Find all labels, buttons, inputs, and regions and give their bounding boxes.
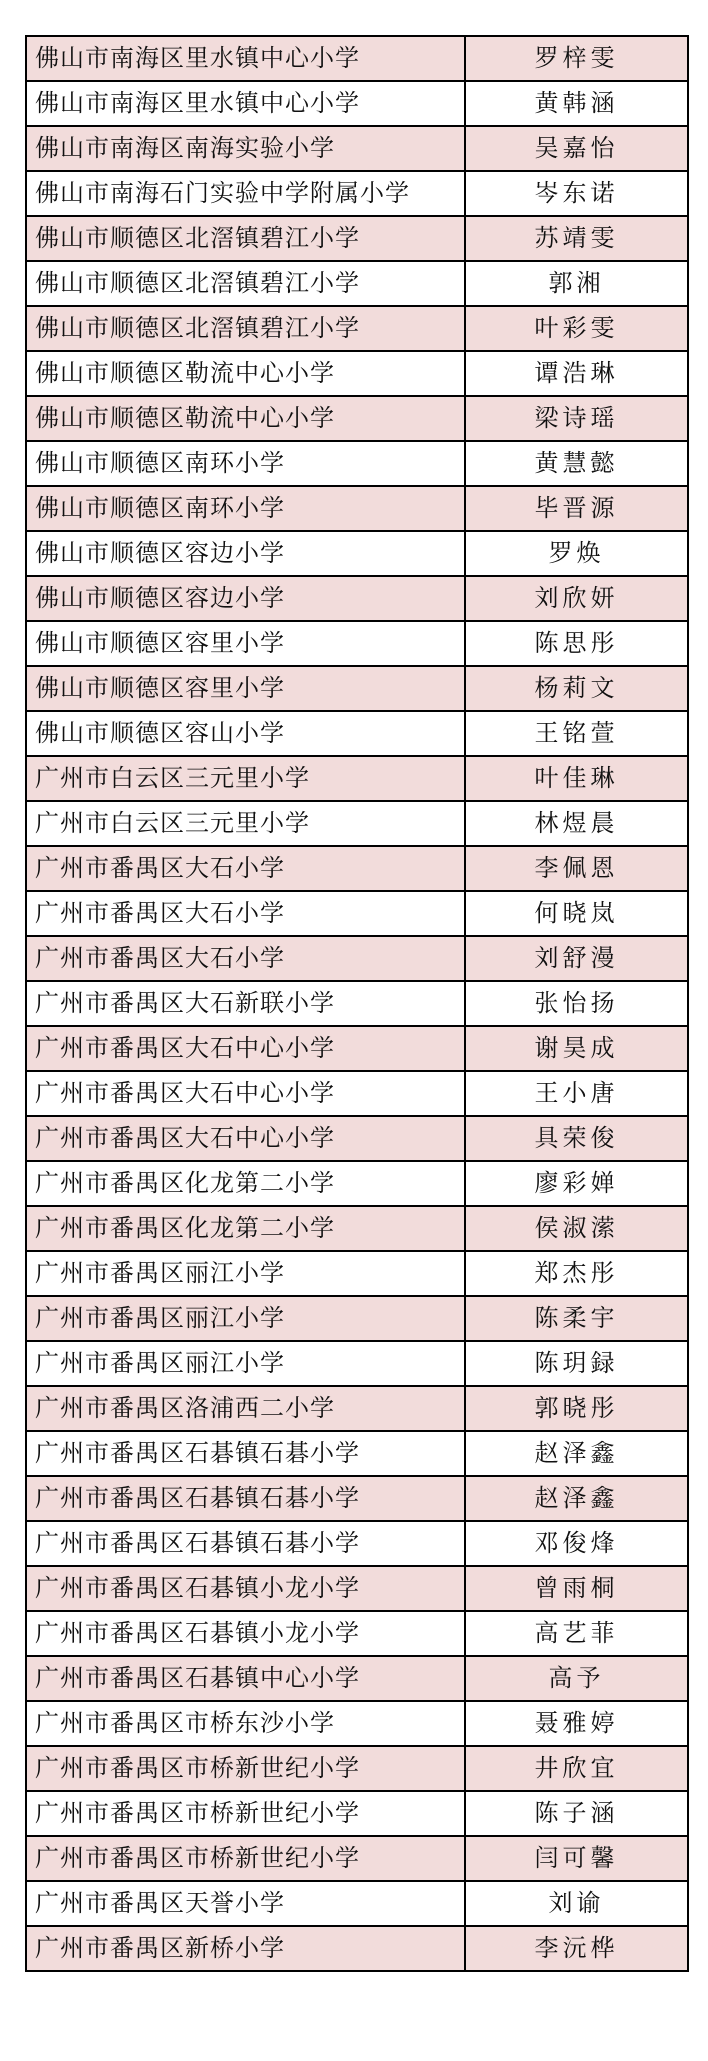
student-name-cell: 刘谕 <box>465 1881 688 1926</box>
table-row <box>26 1431 688 1476</box>
school-cell: 广州市番禺区丽江小学 <box>26 1251 465 1296</box>
table-row <box>26 621 688 666</box>
school-cell: 佛山市顺德区容里小学 <box>26 621 465 666</box>
school-cell: 广州市番禺区丽江小学 <box>26 1296 465 1341</box>
school-cell: 佛山市顺德区南环小学 <box>26 486 465 531</box>
table-row <box>26 1341 688 1386</box>
school-cell: 广州市番禺区化龙第二小学 <box>26 1161 465 1206</box>
school-cell: 广州市番禺区大石小学 <box>26 846 465 891</box>
table-row <box>26 666 688 711</box>
student-name-cell: 岑东诺 <box>465 171 688 216</box>
student-name-cell: 毕晋源 <box>465 486 688 531</box>
table-row <box>26 891 688 936</box>
school-cell: 广州市番禺区市桥东沙小学 <box>26 1701 465 1746</box>
student-name-cell: 赵泽鑫 <box>465 1476 688 1521</box>
table-row <box>26 306 688 351</box>
student-name-cell: 高艺菲 <box>465 1611 688 1656</box>
school-cell: 佛山市顺德区北滘镇碧江小学 <box>26 261 465 306</box>
student-name-cell: 郑杰彤 <box>465 1251 688 1296</box>
table-row <box>26 1251 688 1296</box>
table-row <box>26 486 688 531</box>
table-row <box>26 801 688 846</box>
student-name-cell: 苏靖雯 <box>465 216 688 261</box>
school-cell: 广州市白云区三元里小学 <box>26 801 465 846</box>
student-name-cell: 何晓岚 <box>465 891 688 936</box>
student-name-cell: 陈柔宇 <box>465 1296 688 1341</box>
table-row <box>26 1206 688 1251</box>
school-cell: 广州市番禺区市桥新世纪小学 <box>26 1836 465 1881</box>
table-row <box>26 936 688 981</box>
student-name-cell: 王铭萱 <box>465 711 688 756</box>
table-row <box>26 1071 688 1116</box>
school-cell: 佛山市顺德区勒流中心小学 <box>26 351 465 396</box>
school-cell: 广州市番禺区石碁镇小龙小学 <box>26 1611 465 1656</box>
school-cell: 佛山市南海区南海实验小学 <box>26 126 465 171</box>
student-name-cell: 罗梓雯 <box>465 36 688 81</box>
table-row <box>26 441 688 486</box>
student-name-cell: 叶佳琳 <box>465 756 688 801</box>
table-row <box>26 36 688 81</box>
student-name-cell: 叶彩雯 <box>465 306 688 351</box>
name-list-table <box>25 35 689 1972</box>
student-name-cell: 闫可馨 <box>465 1836 688 1881</box>
table-row <box>26 396 688 441</box>
student-name-cell: 邓俊烽 <box>465 1521 688 1566</box>
school-cell: 广州市番禺区石碁镇小龙小学 <box>26 1566 465 1611</box>
student-name-cell: 梁诗瑶 <box>465 396 688 441</box>
table-row <box>26 531 688 576</box>
table-row <box>26 81 688 126</box>
student-name-cell: 林煜晨 <box>465 801 688 846</box>
student-name-cell: 张怡扬 <box>465 981 688 1026</box>
table-body <box>26 36 688 1971</box>
student-name-cell: 陈思彤 <box>465 621 688 666</box>
school-cell: 佛山市顺德区容边小学 <box>26 576 465 621</box>
table-row <box>26 846 688 891</box>
table-row <box>26 1116 688 1161</box>
school-cell: 广州市番禺区新桥小学 <box>26 1926 465 1971</box>
table-row <box>26 261 688 306</box>
table-row <box>26 1926 688 1971</box>
student-name-cell: 罗焕 <box>465 531 688 576</box>
table-row <box>26 351 688 396</box>
school-cell: 广州市番禺区丽江小学 <box>26 1341 465 1386</box>
school-cell: 广州市番禺区大石新联小学 <box>26 981 465 1026</box>
student-name-cell: 郭晓彤 <box>465 1386 688 1431</box>
school-cell: 佛山市顺德区北滘镇碧江小学 <box>26 306 465 351</box>
table-row <box>26 1566 688 1611</box>
table-row <box>26 216 688 261</box>
table-row <box>26 1521 688 1566</box>
school-cell: 广州市番禺区石碁镇中心小学 <box>26 1656 465 1701</box>
table-row <box>26 1476 688 1521</box>
table-row <box>26 1701 688 1746</box>
student-name-cell: 具荣俊 <box>465 1116 688 1161</box>
school-cell: 广州市番禺区大石小学 <box>26 891 465 936</box>
school-cell: 佛山市南海石门实验中学附属小学 <box>26 171 465 216</box>
student-name-cell: 杨莉文 <box>465 666 688 711</box>
student-name-cell: 谢昊成 <box>465 1026 688 1071</box>
school-cell: 广州市番禺区石碁镇石碁小学 <box>26 1476 465 1521</box>
student-name-cell: 聂雅婷 <box>465 1701 688 1746</box>
school-cell: 佛山市南海区里水镇中心小学 <box>26 36 465 81</box>
student-name-cell: 陈玥録 <box>465 1341 688 1386</box>
student-name-cell: 高予 <box>465 1656 688 1701</box>
school-cell: 佛山市顺德区勒流中心小学 <box>26 396 465 441</box>
table-row <box>26 576 688 621</box>
table-row <box>26 1656 688 1701</box>
student-name-cell: 黄慧懿 <box>465 441 688 486</box>
school-cell: 广州市番禺区石碁镇石碁小学 <box>26 1521 465 1566</box>
school-cell: 佛山市顺德区容里小学 <box>26 666 465 711</box>
school-cell: 广州市番禺区市桥新世纪小学 <box>26 1791 465 1836</box>
table-row <box>26 1026 688 1071</box>
student-name-cell: 曾雨桐 <box>465 1566 688 1611</box>
table-row <box>26 981 688 1026</box>
school-cell: 广州市番禺区天誉小学 <box>26 1881 465 1926</box>
student-name-cell: 赵泽鑫 <box>465 1431 688 1476</box>
table-row <box>26 711 688 756</box>
student-name-cell: 刘欣妍 <box>465 576 688 621</box>
school-cell: 广州市白云区三元里小学 <box>26 756 465 801</box>
student-name-cell: 郭湘 <box>465 261 688 306</box>
student-name-cell: 廖彩婵 <box>465 1161 688 1206</box>
student-name-cell: 李沅桦 <box>465 1926 688 1971</box>
school-cell: 佛山市南海区里水镇中心小学 <box>26 81 465 126</box>
student-name-cell: 刘舒漫 <box>465 936 688 981</box>
school-cell: 佛山市顺德区北滘镇碧江小学 <box>26 216 465 261</box>
student-name-cell: 侯淑潆 <box>465 1206 688 1251</box>
school-cell: 广州市番禺区大石小学 <box>26 936 465 981</box>
student-name-cell: 黄韩涵 <box>465 81 688 126</box>
table-row <box>26 126 688 171</box>
student-name-cell: 井欣宜 <box>465 1746 688 1791</box>
school-cell: 广州市番禺区市桥新世纪小学 <box>26 1746 465 1791</box>
table-row <box>26 171 688 216</box>
student-name-cell: 吴嘉怡 <box>465 126 688 171</box>
school-cell: 佛山市顺德区南环小学 <box>26 441 465 486</box>
student-name-cell: 李佩恩 <box>465 846 688 891</box>
student-name-cell: 陈子涵 <box>465 1791 688 1836</box>
school-cell: 广州市番禺区洛浦西二小学 <box>26 1386 465 1431</box>
school-cell: 佛山市顺德区容山小学 <box>26 711 465 756</box>
school-cell: 广州市番禺区大石中心小学 <box>26 1026 465 1071</box>
school-cell: 广州市番禺区化龙第二小学 <box>26 1206 465 1251</box>
school-cell: 佛山市顺德区容边小学 <box>26 531 465 576</box>
table-row <box>26 1296 688 1341</box>
table-row <box>26 1836 688 1881</box>
student-name-cell: 王小唐 <box>465 1071 688 1116</box>
table-row <box>26 1611 688 1656</box>
table-row <box>26 1791 688 1836</box>
table-row <box>26 1386 688 1431</box>
table-row <box>26 1881 688 1926</box>
school-cell: 广州市番禺区石碁镇石碁小学 <box>26 1431 465 1476</box>
table-row <box>26 1746 688 1791</box>
table-row <box>26 1161 688 1206</box>
student-name-cell: 谭浩琳 <box>465 351 688 396</box>
table-row <box>26 756 688 801</box>
school-cell: 广州市番禺区大石中心小学 <box>26 1071 465 1116</box>
school-cell: 广州市番禺区大石中心小学 <box>26 1116 465 1161</box>
